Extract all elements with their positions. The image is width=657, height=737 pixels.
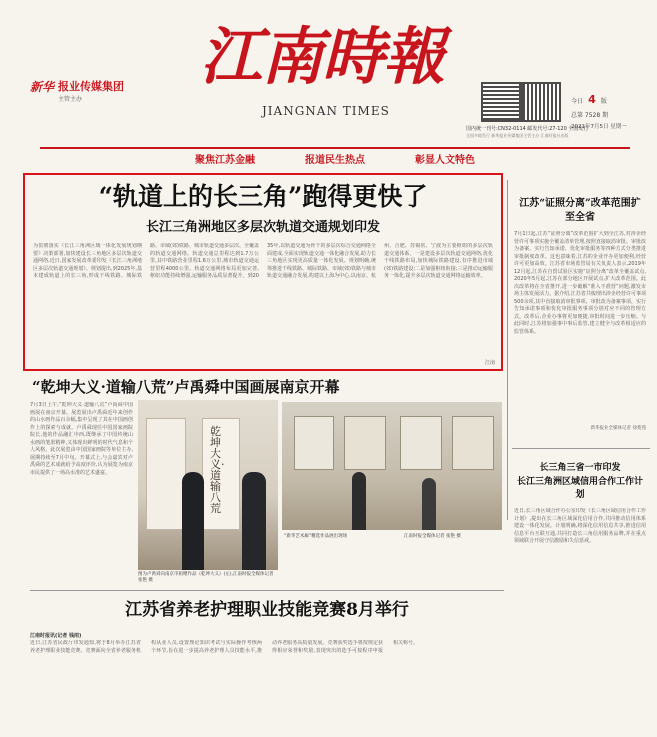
yangtze-article [510,452,650,737]
newspaper-pinyin: JIANGNAN TIMES [262,104,390,118]
scroll-painting [146,418,186,530]
lead-article [23,173,503,371]
slogan-3: 彰显人文特色 [415,155,475,166]
masthead [0,0,657,175]
slogan-2: 报道民生热点 [305,155,365,166]
lead-title: “轨道上的长三角”跑得更快了 [98,182,428,211]
slogan-bar [170,151,500,165]
yangtze-body: 近日,长三角区域合作办公室印发《长三角区域信用合作工作计划》,提出在长三角区域深化信用合作,共同推动信用体系建设一体化发展。计划明确,将深化信用信息共享,推进信用信息平台互联互通,共同打造长三角信用服务品牌,并在重点领域联合开展守信激励和失信惩戒。 [514,508,646,544]
visitor-1 [352,472,366,530]
masthead-rule [40,147,630,149]
right-column-divider [507,180,508,520]
gallery-painting-4 [452,416,494,470]
newspaper-title: 江南時報 [200,20,445,93]
gallery-photo-credit: 江南时报全媒体记者 张艳 摄 [404,534,461,539]
issue-label: 今日 [571,98,584,105]
nursing-byline: 江南时报讯(记者 钱雨) [30,633,82,639]
page-unit: 版 [600,98,607,105]
issue-date: 2021年7月5日 星期一 [571,124,627,130]
lead-body: 为贯彻落实《长江三角洲区域一体化发展规划纲要》决策部署,加快建设长三角地区多层次轨道交通网络,近日,国家发展改革委印发《长江三角洲地区多层次轨道交通规划》。规划提出,到2025年,基本建成轨道上的长三角,形成干线铁路、城际铁路、市域(郊)铁路、城市轨道交通多层次、全覆盖的轨道交通网络。轨道交通总里程达到1.7万公里,其中铁路营业里程1.6万公里,城市轨道交通运营里程4000公里。轨道交通网络布局更加完善,枢纽功能持续增强,运输服务品质显著提升。到2035年,以轨道交通为骨干的多层次综合交通网络全面建成,全面实现轨道交通一体化融合发展,助力长三角地区实现更高质量一体化发展。规划明确,统筹推进干线铁路、城际铁路、市域(郊)铁路与城市轨道交通融合发展,构建以上海为中心,以南京、杭州、合肥、苏锡常、宁波为主要枢纽的多层次轨道交通体系。一是建设多层次轨道交通网络,优化干线铁路布局,加快城际铁路建设,有序推进市域(郊)铁路建设;二是加强枢纽衔接;三是推动运输服务一体化,提升多层次轨道交通网络运输效率。 [33,243,493,279]
lead-source: 江南 [484,360,495,366]
issue-number: 总第 7528 期 [571,112,609,119]
person-left [182,472,204,570]
right-article-body: 7月1日起,江苏“证照分离”改革范围扩大到全江苏,对涉企经营许可事项实施全覆盖清单管理,按照直接取消审批、审批改为备案、实行告知承诺、优化审批服务等四种方式分类推进审批制度改革。这也意味着,江苏的企业开办更加便利,经营许可更加高效。江苏省市场监管局有关负责人表示,2019年12月起,江苏在自贸试验区实施“证照分离”改革全覆盖试点,2020年5月起,江苏在部分地区开展试点,扩大改革范围。此次改革将在全省推开,进一步破解“准入不准营”问题,激发市场主体发展活力。据介绍,江苏省共梳理出涉企经营许可事项500余项,其中直接取消审批事项、审批改为备案事项、实行告知承诺事项和优化审批服务事项分别对应不同的管理方式。改革后,企业办事将更加便捷,审批时间进一步压缩。与此同时,江苏将加强事中事后监管,建立健全与改革相适应的监管体系。 [514,231,646,335]
publisher-sub: 主管主办 [58,96,83,103]
right-article [510,175,650,443]
yangtze-title: 长江三角洲区域信用合作工作计划 [516,477,643,500]
right-article-source: 新华报业全媒体记者 徐苑苑 [590,426,646,431]
lead-subtitle: 长江三角洲地区多层次轨道交通规划印发 [145,220,380,235]
publisher-logo [30,78,180,118]
exhibition-photo [138,400,278,570]
right-article-title: 江苏“证照分离”改革范围扩至全省 [519,198,641,223]
visitor-2 [422,478,436,530]
exhibition-title: “乾坤大义·道输八荒”卢禹舜中国画展南京开幕 [32,378,340,396]
calligraphy-text: 乾坤大义·道输八荒 [210,425,225,515]
gallery-photo-caption: “新华艺术廊”精选作品展出现场 [284,534,348,539]
qr-code-2 [521,82,561,122]
yangtze-subtitle: 长三角三省一市印发 [539,463,621,473]
nursing-title: 江苏省养老护理职业技能竞赛8月举行 [125,600,409,620]
slogan-1: 聚焦江苏金融 [195,155,255,166]
exhibition-body: 7月3日上午,“乾坤大义·道输八荒”卢禹舜中国画展在南京开幕。展览展出卢禹舜近年来创作的山水画作品百余幅,集中呈现了其在中国画创作上的探索与成就。卢禹舜现任中国国家画院院长,他的作品融汇中西,既继承了中国传统山水画的笔墨精神,又体现出鲜明的时代气息和个人风格。此次展览由中国国家画院等单位主办,展期持续至7月中旬。开幕式上,与会嘉宾对卢禹舜的艺术成就给予高度评价,认为展览为南京市民提供了一场高水准的艺术盛宴。 [30,402,133,476]
gallery-photo [282,402,502,530]
qr-code-1 [481,82,521,122]
publisher-name: 报业传媒集团 [58,80,124,93]
gallery-painting-2 [344,416,386,470]
exhibition-photo-caption: 图为卢禹舜向南京市捐赠作品《乾坤大义》(左),江南时报全媒体记者 张艳 摄 [138,572,274,583]
person-right [242,472,266,570]
publication-codes-sub: 全国多地发行 新华报业传媒集团主管主办 江南时报社出版 [466,133,569,138]
nursing-body: 近日,江苏省民政厅印发通知,将于8月举办江苏省养老护理职业技能竞赛。竞赛面向全省养老服务机构从业人员,设置理论知识考试与实际操作考核两个环节,旨在进一步提高养老护理人员技能水平,推动养老服务高质量发展。竞赛获奖选手将按规定获得相应荣誉和奖励,表现突出的选手可按程序申报相关称号。 [30,640,419,654]
publisher-brand: 新华 [30,80,55,94]
gallery-painting-3 [400,416,442,470]
publication-codes: 国内统一刊号:CN32-0114 邮发代号:27-120 全国发行 [466,126,589,132]
page-count: 4 [588,93,596,106]
nursing-top-rule [30,590,504,591]
right-article-separator [512,448,650,449]
issue-info [571,88,651,130]
gallery-painting-1 [294,416,334,470]
